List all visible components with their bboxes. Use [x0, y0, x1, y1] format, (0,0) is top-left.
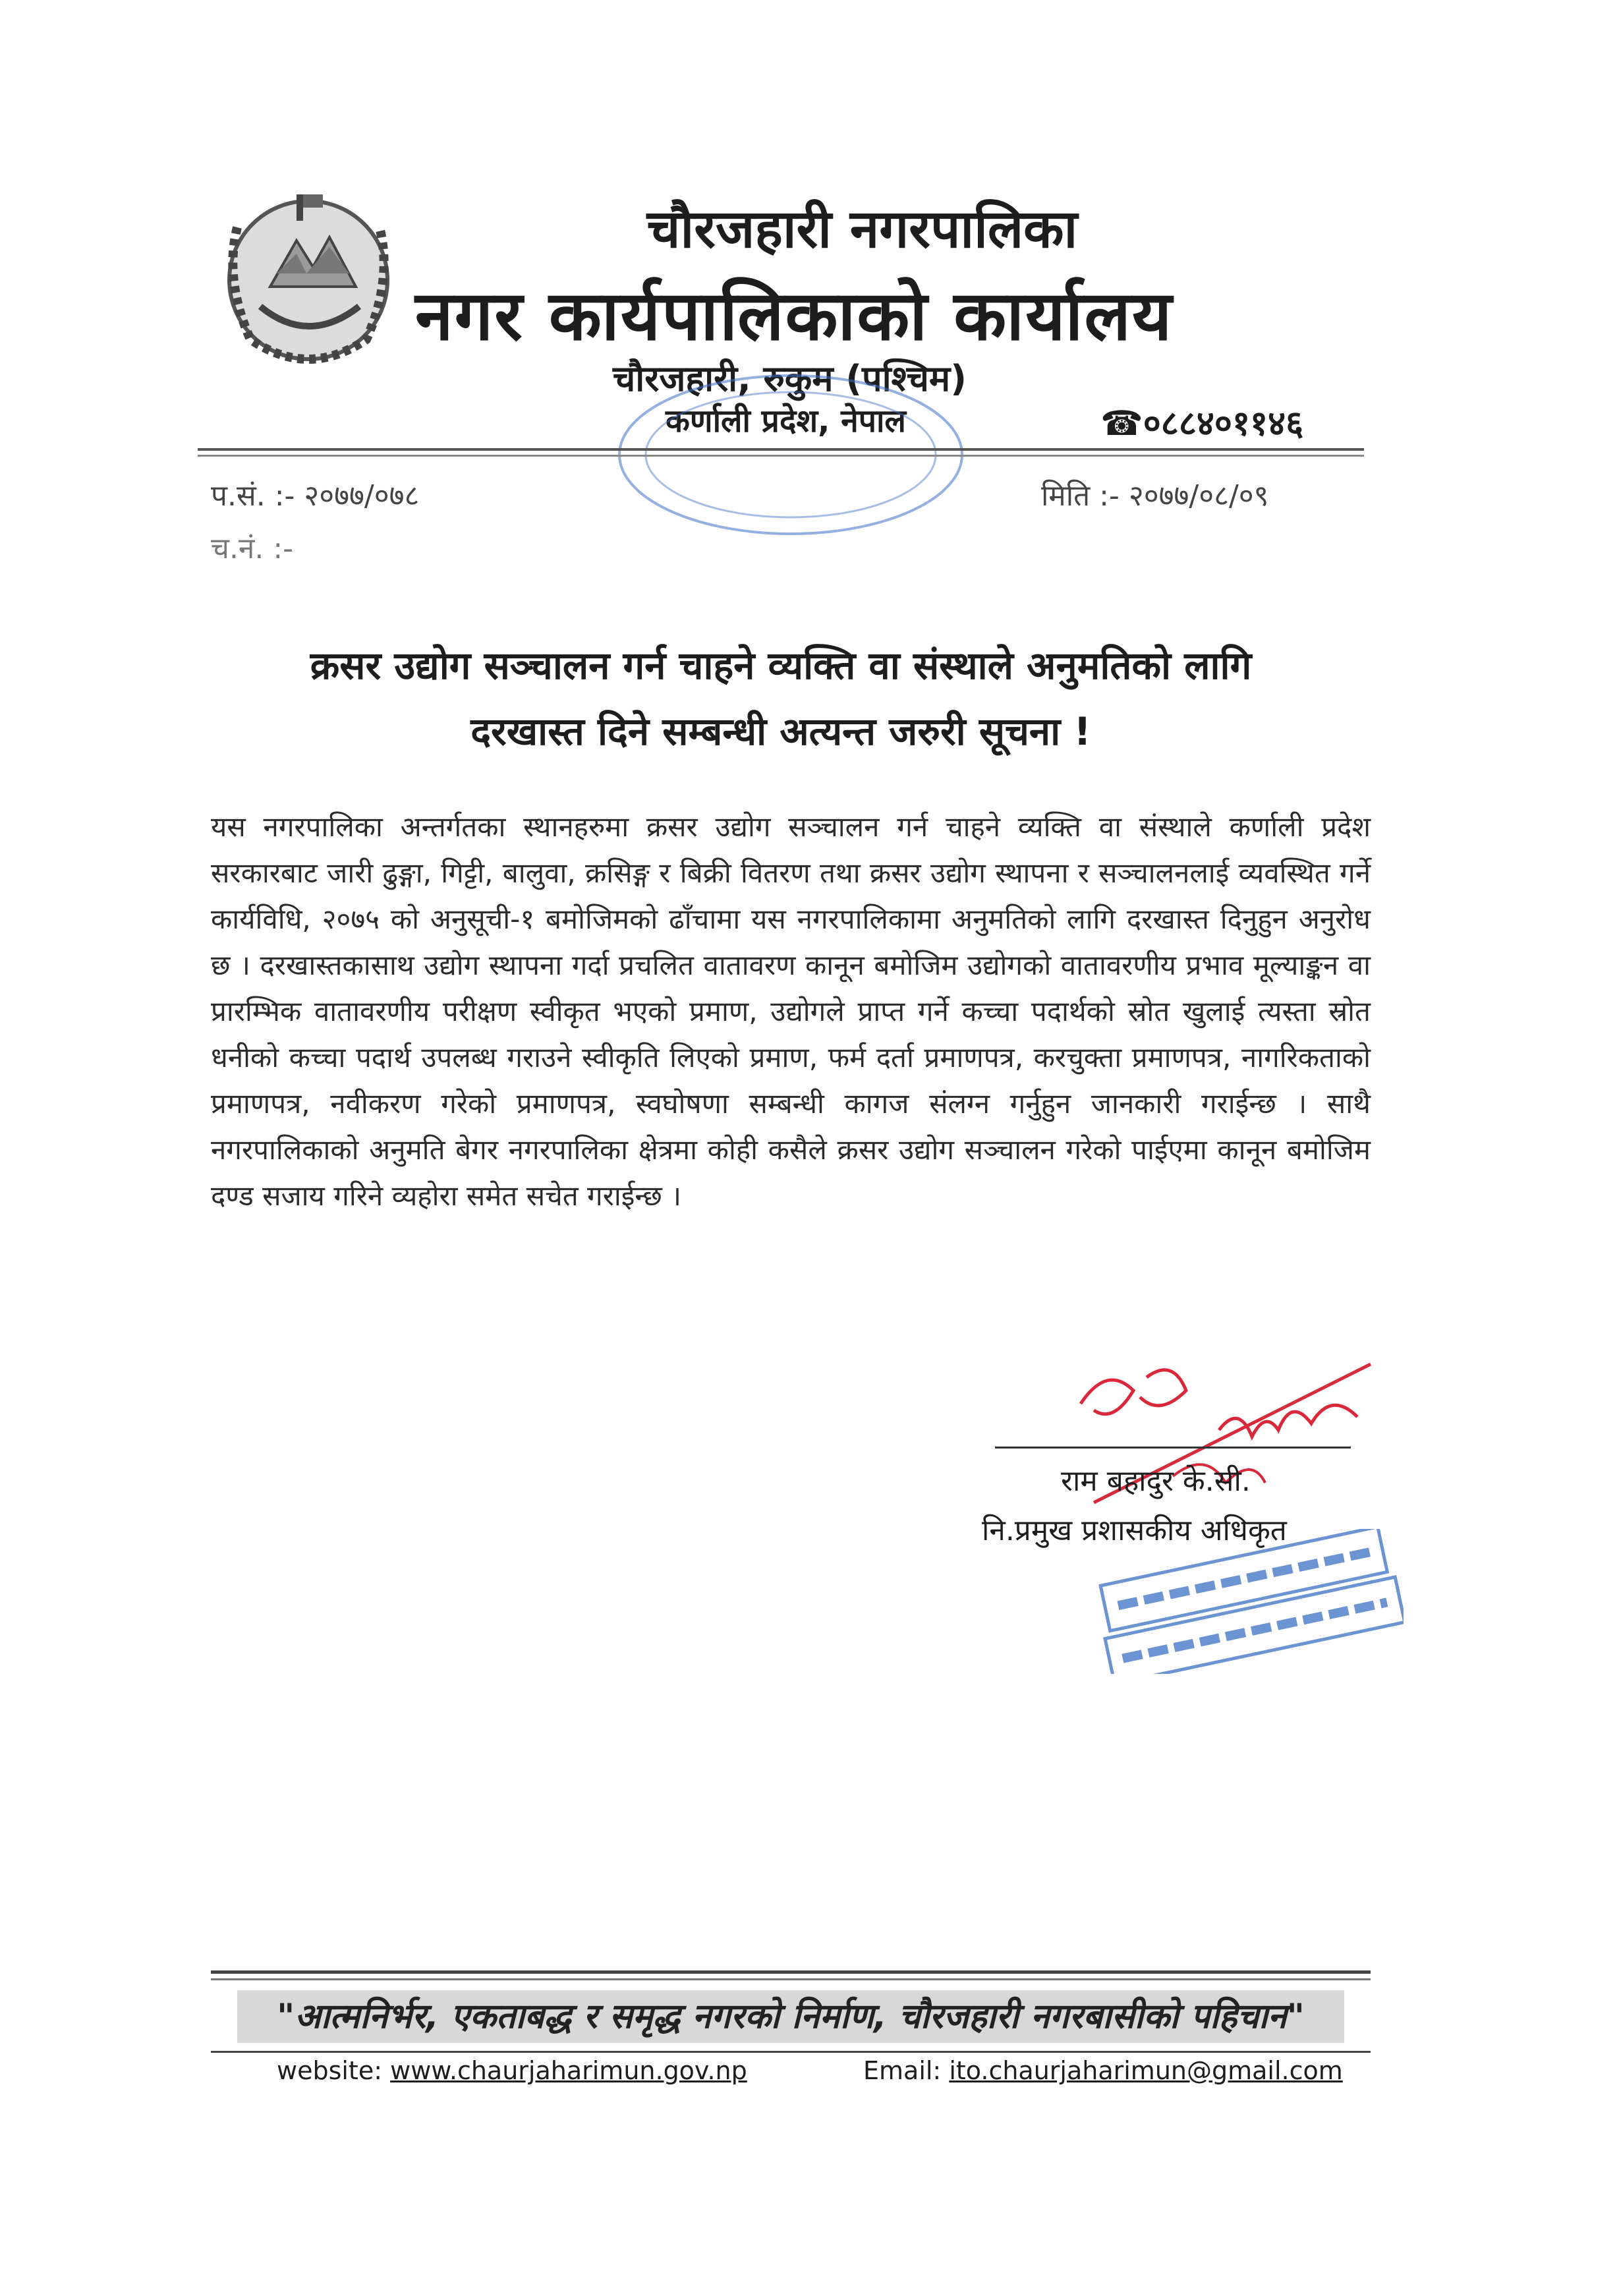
municipality-name: चौरजहारी नगरपालिका	[646, 198, 1078, 260]
province-country: कर्णाली प्रदेश, नेपाल	[666, 403, 906, 440]
footer-divider-thin	[211, 1978, 1371, 1980]
email-link[interactable]: ito.chaurjaharimun@gmail.com	[949, 2056, 1343, 2085]
dispatch-number: च.नं. :-	[211, 532, 294, 565]
footer-divider-bottom	[211, 2051, 1371, 2053]
reference-number: प.सं. :- २०७७/०७८	[211, 479, 420, 513]
signatory-title: नि.प्रमुख प्रशासकीय अधिकृत	[982, 1514, 1287, 1547]
website-link[interactable]: www.chaurjaharimun.gov.np	[390, 2056, 747, 2085]
notice-date: मिति :- २०७७/०८/०९	[1041, 479, 1269, 513]
municipality-motto: "आत्मनिर्भर, एकताबद्ध र समृद्ध नगरको निर्माण, चौरजहारी नगरबासीको पहिचान"	[237, 1990, 1344, 2043]
website-line	[277, 2056, 747, 2085]
header-divider-thin	[198, 455, 1364, 457]
notice-title-line1: क्रसर उद्योग सञ्चालन गर्न चाहने व्यक्ति वा संस्थाले अनुमतिको लागि	[310, 643, 1252, 688]
footer-divider	[211, 1970, 1371, 1974]
office-name: नगर कार्यपालिकाको कार्यालय	[415, 275, 1174, 356]
email-line	[863, 2056, 1343, 2085]
email-label: Email:	[863, 2056, 942, 2085]
notice-title-line2: दरखास्त दिने सम्बन्धी अत्यन्त जरुरी सूचना !	[470, 709, 1091, 754]
signature-line	[995, 1447, 1351, 1449]
website-label: website:	[277, 2056, 383, 2085]
notice-body: यस नगरपालिका अन्तर्गतका स्थानहरुमा क्रसर उद्योग सञ्चालन गर्न चाहने व्यक्ति वा संस्थाले कर्णाली प्रदेश सरकारबाट जारी ढुङ्गा, गिट्टी, बालुवा, क्रसिङ्ग र बिक्री वितरण तथा क्रसर उद्योग स्थापना र सञ्चालनलाई व्यवस्थित गर्ने कार्यविधि, २०७५ को अनुसूची-१ बमोजिमको ढाँचामा यस नगरपालिकामा अनुमतिको लागि दरखास्त दिनुहुन अनुरोध छ । दरखास्तकासाथ उद्योग स्थापना गर्दा प्रचलित वातावरण कानून बमोजिम उद्योगको वातावरणीय प्रभाव मूल्याङ्कन वा प्रारम्भिक वातावरणीय परीक्षण स्वीकृत भएको प्रमाण, उद्योगले प्राप्त गर्ने कच्चा पदार्थको स्रोत खुलाई त्यस्ता स्रोत धनीको कच्चा पदार्थ उपलब्ध गराउने स्वीकृति लिएको प्रमाण, फर्म दर्ता प्रमाणपत्र, करचुक्ता प्रमाणपत्र, नागरिकताको प्रमाणपत्र, नवीकरण गरेको प्रमाणपत्र, स्वघोषणा सम्बन्धी कागज संलग्न गर्नुहुन जानकारी गराईन्छ । साथै नगरपालिकाको अनुमति बेगर नगरपालिका क्षेत्रमा कोही कसैले क्रसर उद्योग सञ्चालन गरेको पाईएमा कानून बमोजिम दण्ड सजाय गरिने व्यहोरा समेत सचेत गराईन्छ ।	[211, 811, 1371, 1212]
header-divider	[198, 448, 1364, 451]
signatory-name: राम बहादुर के.सी.	[1061, 1464, 1251, 1498]
office-address: चौरजहारी, रुकुम (पश्चिम)	[613, 358, 967, 399]
phone-number: ☎०८८४०११४६	[1100, 404, 1304, 444]
officer-stamp-icon	[1094, 1529, 1404, 1674]
